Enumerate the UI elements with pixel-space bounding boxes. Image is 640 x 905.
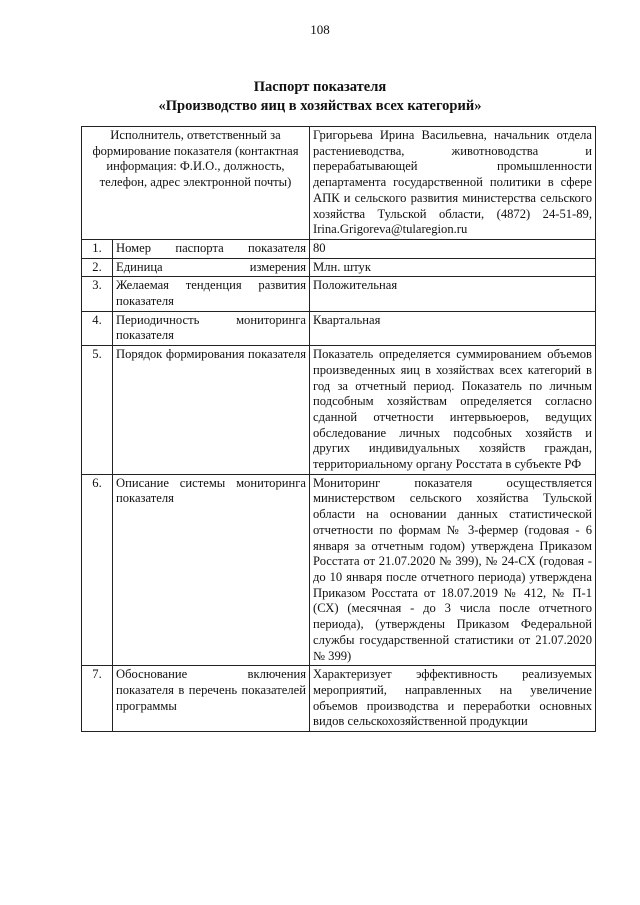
passport-table: [81, 126, 596, 732]
table-row: [82, 346, 596, 475]
row-name: Желаемая тенденция развития показателя: [113, 277, 310, 311]
table-row: [82, 239, 596, 258]
row-value: Характеризует эффективность реализуемых мероприятий, направленных на увеличение объемов производства и переработки основных видов сельскохозяйственной продукции: [310, 666, 596, 732]
title-line-1: Паспорт показателя: [253, 79, 387, 95]
row-value: 80: [310, 239, 596, 258]
row-value: Млн. штук: [310, 258, 596, 277]
row-name: Описание системы мониторинга показателя: [113, 474, 310, 665]
table-row: [82, 258, 596, 277]
row-value: Квартальная: [310, 311, 596, 345]
page-number: 108: [310, 22, 330, 37]
table-row: [82, 277, 596, 311]
header-row: [82, 127, 596, 240]
row-number: 1.: [82, 239, 113, 258]
title-line-2: «Производство яиц в хозяйствах всех категорий»: [158, 98, 482, 114]
executor-label: Исполнитель, ответственный за формирование показателя (контактная информация: Ф.И.О., должность, телефон, адрес электронной почты): [82, 127, 310, 240]
table-row: [82, 474, 596, 665]
row-value: Показатель определяется суммированием объемов произведенных яиц в хозяйствах всех категорий в год за отчетный период. Показатель по личным подсобным хозяйствам определяется согласно сданной отчетности интервьюеров, ведущих обследование личных подсобных хозяйств и других индивидуальных хозяйств граждан, территориальному органу Росстата в субъекте РФ: [310, 346, 596, 475]
row-name: Порядок формирования показателя: [113, 346, 310, 475]
row-number: 3.: [82, 277, 113, 311]
row-number: 6.: [82, 474, 113, 665]
document-title: [0, 78, 640, 116]
table-row: [82, 311, 596, 345]
row-name: Периодичность мониторинга показателя: [113, 311, 310, 345]
row-number: 2.: [82, 258, 113, 277]
executor-value: Григорьева Ирина Васильевна, начальник отдела растениеводства, животноводства и перерабатывающей промышленности департамента государственной политики в сфере АПК и сельского развития министерства сельского хозяйства Тульской области, (4872) 24-51-89, Irina.Grigoreva@tularegion.ru: [310, 127, 596, 240]
row-number: 7.: [82, 666, 113, 732]
row-value: Положительная: [310, 277, 596, 311]
row-name: Единица измерения: [113, 258, 310, 277]
row-name: Номер паспорта показателя: [113, 239, 310, 258]
row-number: 5.: [82, 346, 113, 475]
row-name: Обоснование включения показателя в перечень показателей программы: [113, 666, 310, 732]
row-value: Мониторинг показателя осуществляется министерством сельского хозяйства Тульской области на основании данных статистической отчетности по формам № 3-фермер (годовая - 6 января за отчетным годом) утверждена Приказом Росстата от 21.07.2020 № 399), № 24-СХ (годовая - до 10 января после отчетного периода) утверждена Приказом Росстата от 18.07.2019 № 412, № П-1 (СХ) (месячная - до 3 числа после отчетного периода), (утверждены Приказом Федеральной службы государственной статистики от 21.07.2020 № 399): [310, 474, 596, 665]
row-number: 4.: [82, 311, 113, 345]
table-row: [82, 666, 596, 732]
